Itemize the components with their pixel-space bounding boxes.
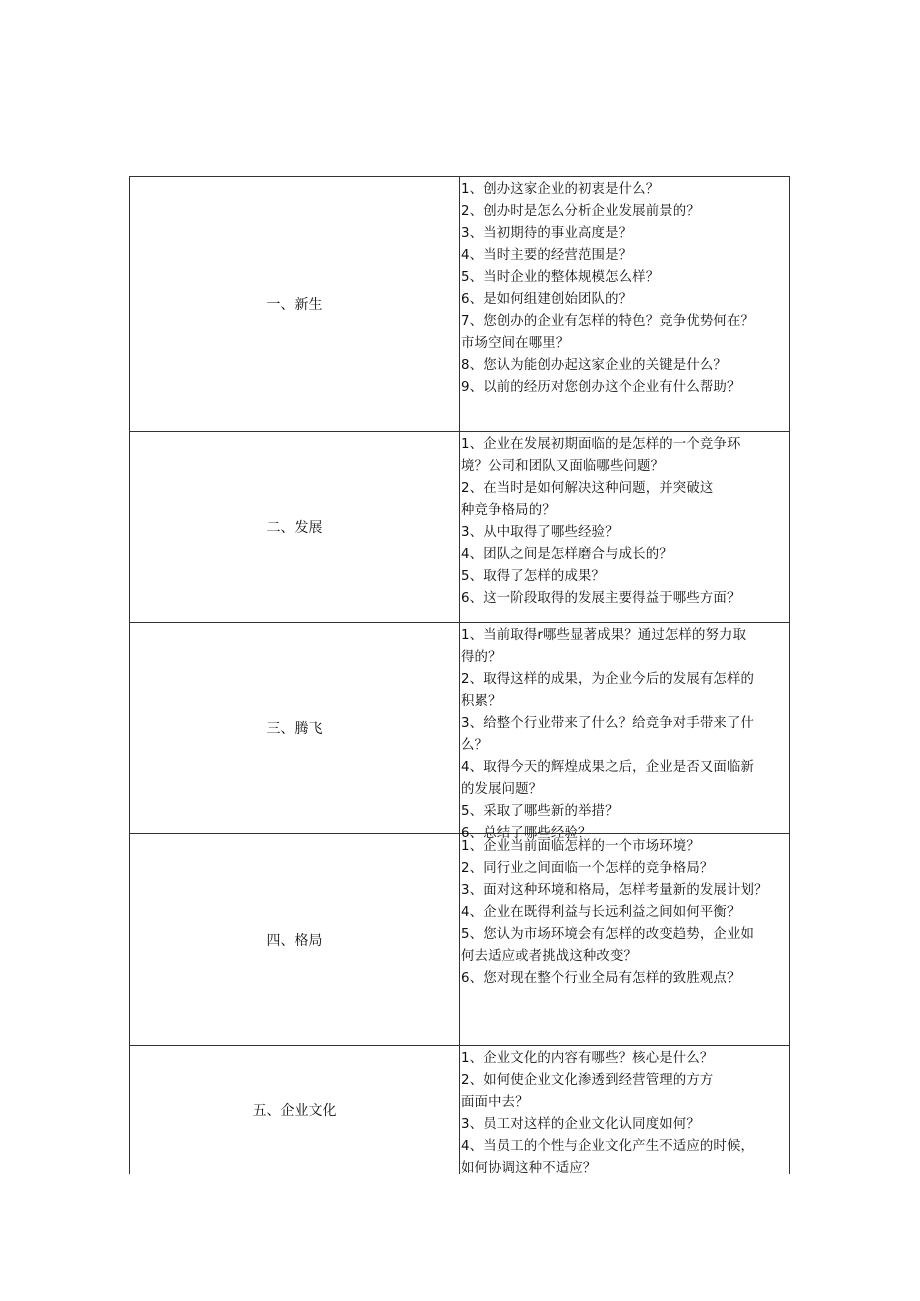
table-row bbox=[130, 432, 790, 623]
question-line: 5、采取了哪些新的举措？ bbox=[461, 804, 619, 819]
question-line: 如何协调这种不适应？ bbox=[461, 1161, 597, 1176]
question-line: 6、总结了哪些经验？ bbox=[461, 826, 592, 841]
question-cell bbox=[460, 177, 790, 432]
section-label: 五、企业文化 bbox=[252, 1103, 337, 1119]
question-line: 4、当员工的个性与企业文化产生不适应的时候， bbox=[461, 1139, 755, 1154]
question-cell bbox=[460, 432, 790, 623]
section-label: 二、发展 bbox=[266, 520, 323, 536]
question-line: 4、企业在既得利益与长远利益之间如何平衡？ bbox=[461, 905, 741, 920]
question-line: 市场空间在哪里？ bbox=[461, 336, 570, 351]
question-line: 2、如何使企业文化渗透到经营管理的方方 bbox=[461, 1073, 714, 1088]
section-label-cell bbox=[130, 834, 460, 1046]
question-line: 5、取得了怎样的成果？ bbox=[461, 569, 606, 584]
question-line: 7、您创办的企业有怎样的特色？竞争优势何在？ bbox=[461, 314, 755, 329]
question-line: 种竞争格局的？ bbox=[461, 503, 556, 518]
section-label: 三、腾飞 bbox=[266, 721, 323, 737]
question-line: 1、创办这家企业的初衷是什么？ bbox=[461, 182, 660, 197]
question-line: 1、当前取得r哪些显著成果？通过怎样的努力取 bbox=[461, 628, 747, 643]
question-cell bbox=[460, 834, 790, 1046]
section-label-cell bbox=[130, 432, 460, 623]
question-line: 3、给整个行业带来了什么？给竞争对手带来了什 bbox=[461, 716, 755, 731]
question-line: 6、您对现在整个行业全局有怎样的致胜观点？ bbox=[461, 971, 741, 986]
question-line: 6、是如何组建创始团队的？ bbox=[461, 292, 633, 307]
question-line: 1、企业当前面临怎样的一个市场环境？ bbox=[461, 839, 700, 854]
question-list bbox=[460, 834, 789, 990]
question-line: 面面中去？ bbox=[461, 1095, 529, 1110]
question-line: 8、您认为能创办起这家企业的关键是什么？ bbox=[461, 358, 727, 373]
question-line: 2、在当时是如何解决这种问题，并突破这 bbox=[461, 481, 714, 496]
question-list bbox=[460, 1046, 789, 1180]
table-row bbox=[130, 1046, 790, 1175]
question-line: 4、团队之间是怎样磨合与成长的？ bbox=[461, 547, 673, 562]
section-label: 一、新生 bbox=[266, 297, 323, 313]
question-line: 3、面对这种环境和格局，怎样考量新的发展计划？ bbox=[461, 883, 768, 898]
table-row bbox=[130, 177, 790, 432]
question-line: 5、您认为市场环境会有怎样的改变趋势，企业如 bbox=[461, 927, 755, 942]
table-row bbox=[130, 834, 790, 1046]
section-label-cell bbox=[130, 1046, 460, 1175]
question-list bbox=[460, 623, 789, 845]
question-line: 得的？ bbox=[461, 650, 502, 665]
question-line: 2、同行业之间面临一个怎样的竞争格局？ bbox=[461, 861, 714, 876]
question-line: 6、这一阶段取得的发展主要得益于哪些方面？ bbox=[461, 591, 741, 606]
question-line: 3、从中取得了哪些经验？ bbox=[461, 525, 619, 540]
question-line: 4、取得今天的辉煌成果之后，企业是否又面临新 bbox=[461, 760, 755, 775]
question-line: 5、当时企业的整体规模怎么样？ bbox=[461, 270, 660, 285]
question-cell bbox=[460, 623, 790, 841]
question-line: 9、以前的经历对您创办这个企业有什么帮助？ bbox=[461, 380, 741, 395]
question-line: 何去适应或者挑战这种改变？ bbox=[461, 949, 638, 964]
question-line: 1、企业文化的内容有哪些？核心是什么？ bbox=[461, 1051, 714, 1066]
question-line: 1、企业在发展初期面临的是怎样的一个竞争环 bbox=[461, 437, 741, 452]
question-line: 4、当时主要的经营范围是？ bbox=[461, 248, 633, 263]
question-line: 积累？ bbox=[461, 694, 502, 709]
question-line: 3、员工对这样的企业文化认同度如何？ bbox=[461, 1117, 700, 1132]
question-line: 境？公司和团队又面临哪些问题？ bbox=[461, 459, 665, 474]
question-list bbox=[460, 432, 789, 610]
question-line: 3、当初期待的事业高度是？ bbox=[461, 226, 633, 241]
question-line: 的发展问题？ bbox=[461, 782, 543, 797]
table-row bbox=[130, 623, 790, 834]
question-list bbox=[460, 177, 789, 399]
question-line: 2、取得这样的成果，为企业今后的发展有怎样的 bbox=[461, 672, 755, 687]
section-label: 四、格局 bbox=[266, 932, 323, 949]
question-cell bbox=[460, 1046, 790, 1175]
question-line: 么？ bbox=[461, 738, 489, 753]
interview-outline-table bbox=[129, 176, 790, 1174]
section-label-cell bbox=[130, 177, 460, 432]
question-line: 2、创办时是怎么分析企业发展前景的？ bbox=[461, 204, 700, 219]
section-label-cell bbox=[130, 623, 460, 834]
